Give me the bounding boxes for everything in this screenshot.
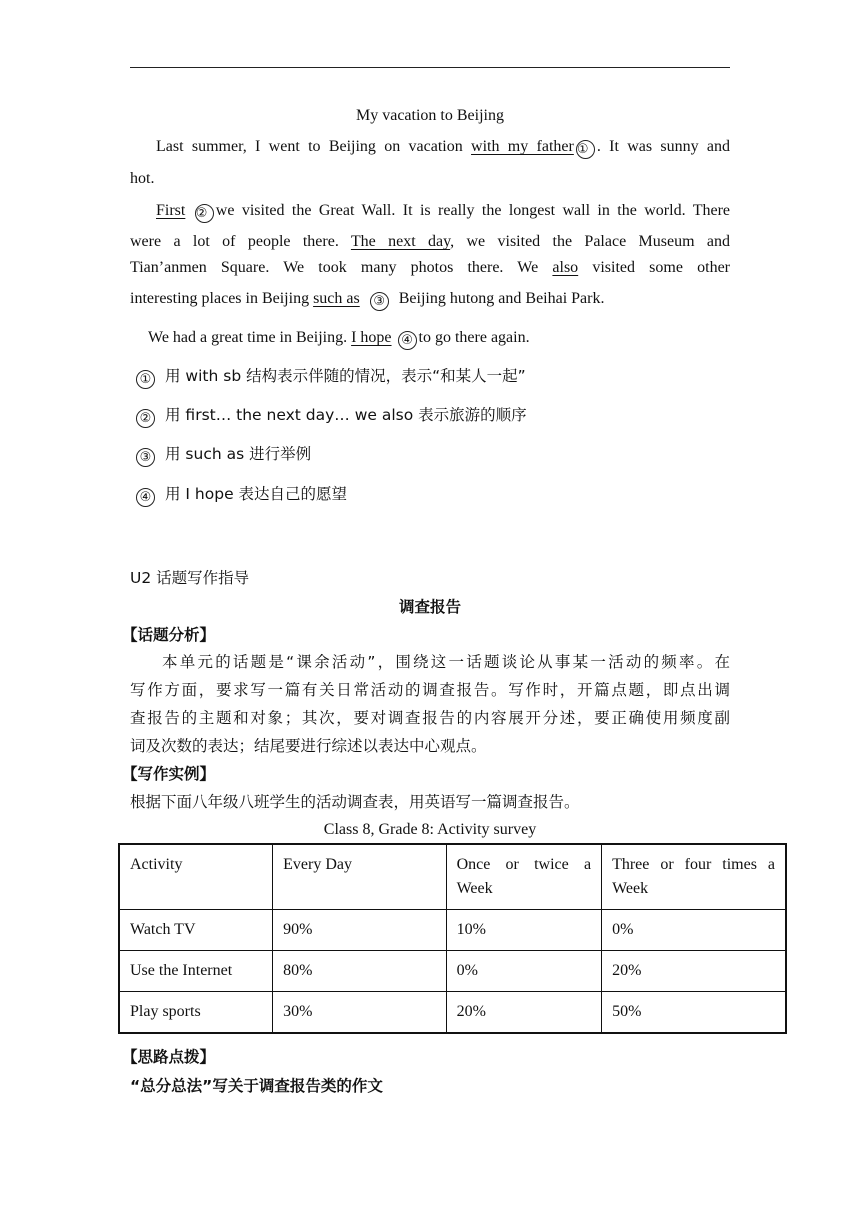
table-row xyxy=(119,951,786,992)
story-p2-line1: First ② we visited the Great Wall. It is really the longest wall in the world. There xyxy=(156,202,731,221)
table-row xyxy=(119,910,786,951)
story-p1-line1: Last summer, I went to Beijing on vacation with my father ① . It was sunny and xyxy=(156,138,731,157)
note-3: ③ 用 such as 进行举例 xyxy=(134,444,311,467)
story-p2-line2: were a lot of people there. The next day, we visited the Palace Museum and xyxy=(130,233,731,250)
marker-4: ④ xyxy=(398,331,417,350)
story-p3: We had a great time in Beijing. I hope ④ to go there again. xyxy=(148,329,530,348)
story-title: My vacation to Beijing xyxy=(356,107,504,124)
table-cell: 30% xyxy=(273,992,446,1034)
table-cell: 20% xyxy=(602,951,786,992)
heading-topic-analysis: 【话题分析】 xyxy=(122,626,216,644)
table-row xyxy=(119,992,786,1034)
story-p1-line2: hot. xyxy=(130,170,155,187)
heading-writing-example: 【写作实例】 xyxy=(122,765,216,783)
header-cell: Every Day xyxy=(273,844,446,910)
story-p2-line3: Tian’anmen Square. We took many photos there. We also visited some other xyxy=(130,259,730,276)
marker-2: ② xyxy=(195,204,214,223)
instruction: 根据下面八年级八班学生的活动调查表，用英语写一篇调查报告。 xyxy=(130,793,580,811)
unit-label: U2 话题写作指导 xyxy=(130,569,250,587)
table-header-row xyxy=(119,844,786,910)
header-rule xyxy=(130,67,730,68)
story-p2-line4: interesting places in Beijing such as ③ Beijing hutong and Beihai Park. xyxy=(130,290,605,309)
section-title: 调查报告 xyxy=(398,598,461,616)
table-cell: Use the Internet xyxy=(119,951,273,992)
note-4: ④ 用 I hope 表达自己的愿望 xyxy=(134,484,347,507)
table-cell: 0% xyxy=(602,910,786,951)
activity-survey-table xyxy=(118,843,787,1034)
table-cell: 90% xyxy=(273,910,446,951)
note-1: ① 用 with sb 结构表示伴随的情况，表示“和某人一起” xyxy=(134,366,526,389)
table-cell: Watch TV xyxy=(119,910,273,951)
table-cell: 0% xyxy=(446,951,602,992)
header-cell: Once or twice a Week xyxy=(446,844,602,910)
analysis-line-4: 词及次数的表达；结尾要进行综述以表达中心观点。 xyxy=(130,737,487,755)
marker-3: ③ xyxy=(370,292,389,311)
table-caption: Class 8, Grade 8: Activity survey xyxy=(323,821,537,838)
table-cell: 50% xyxy=(602,992,786,1034)
heading-idea-tips: 【思路点拨】 xyxy=(122,1048,216,1066)
analysis-line-3: 查报告的主题和对象；其次，要对调查报告的内容展开分述，要正确使用频度副 xyxy=(130,709,730,727)
analysis-line-2: 写作方面，要求写一篇有关日常活动的调查报告。写作时，开篇点题，即点出调 xyxy=(130,681,730,699)
header-cell: Activity xyxy=(119,844,273,910)
table-cell: 80% xyxy=(273,951,446,992)
note-2: ② 用 first… the next day… we also 表示旅游的顺序 xyxy=(134,405,527,428)
table-cell: 10% xyxy=(446,910,602,951)
tip-text: “总分总法”写关于调查报告类的作文 xyxy=(130,1077,383,1095)
table-cell: Play sports xyxy=(119,992,273,1034)
table-cell: 20% xyxy=(446,992,602,1034)
analysis-line-1: 本单元的话题是“课余活动”，围绕这一话题谈论从事某一活动的频率。在 xyxy=(162,653,730,671)
header-cell: Three or four times a Week xyxy=(602,844,786,910)
marker-1: ① xyxy=(576,140,595,159)
